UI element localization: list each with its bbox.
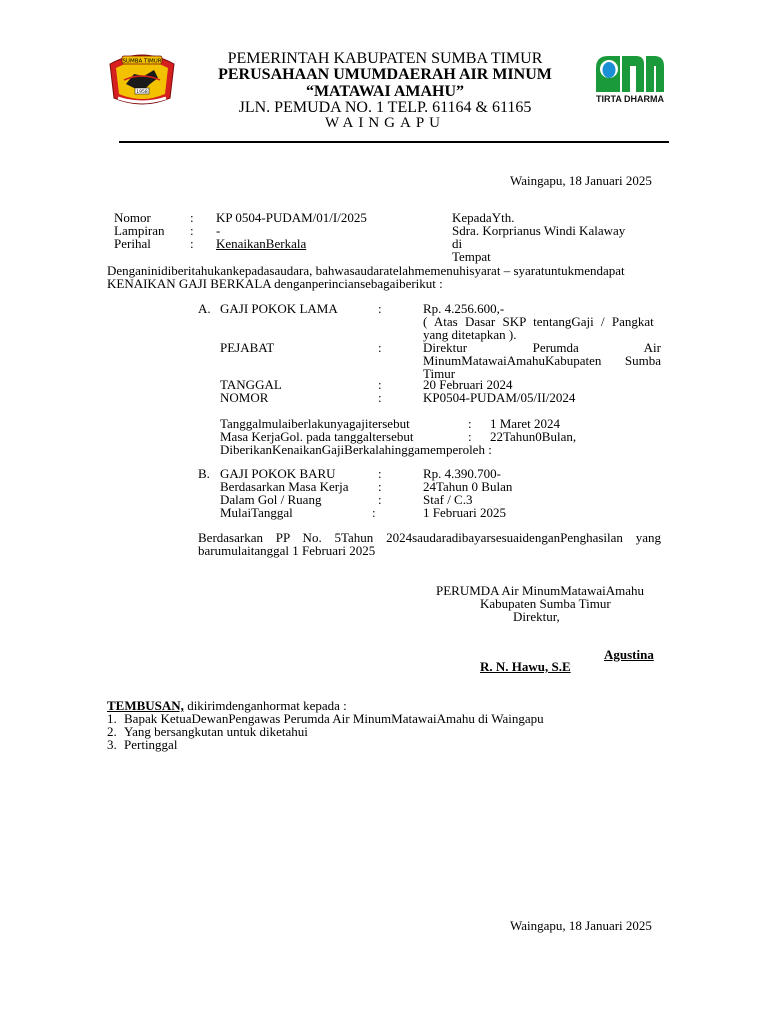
addressee-greeting: KepadaYth. [452, 210, 515, 225]
header-city: WAINGAPU [325, 115, 445, 131]
old-salary-value: Rp. 4.256.600,- [423, 301, 505, 316]
diberikan-text: DiberikanKenaikanGajiBerkalahinggamemperoleh : [220, 442, 492, 457]
colon: : [378, 340, 382, 355]
emblem-year-text: 1958 [136, 90, 148, 95]
tembusan-item-1: Bapak KetuaDewanPengawas Perumda Air MinumMatawaiAmahu di Waingapu [124, 711, 544, 726]
intro-line-2: KENAIKAN GAJI BERKALA denganperinciansebagaiberikut : [107, 276, 443, 291]
pejabat-value-3: Timur [423, 366, 456, 381]
header-government: PEMERINTAH KABUPATEN SUMBA TIMUR [227, 50, 543, 67]
colon: : [378, 492, 382, 507]
tembusan-item-number-2: 2. [107, 724, 117, 739]
nomor-sk-value: KP0504-PUDAM/05/II/2024 [423, 390, 576, 405]
addressee-place: Tempat [452, 249, 491, 264]
meta-nomor-value: KP 0504-PUDAM/01/I/2025 [216, 210, 367, 225]
signatory-name-2: R. N. Hawu, S.E [480, 659, 571, 674]
nomor-sk-label: NOMOR [220, 390, 269, 405]
meta-nomor-label: Nomor [114, 210, 151, 225]
mulai-tanggal-value: 1 Februari 2025 [423, 505, 507, 520]
pejabat-value-1: Direktur Perumda Air [423, 340, 661, 355]
header-divider [119, 141, 669, 143]
mulai-tanggal-label: MulaiTanggal [220, 505, 293, 520]
old-salary-label: GAJI POKOK LAMA [220, 301, 338, 316]
pejabat-label: PEJABAT [220, 340, 275, 355]
meta-perihal-value: KenaikanBerkala [216, 236, 307, 251]
signature-org: PERUMDA Air MinumMatawaiAmahu [436, 583, 644, 598]
intro-line-1: Denganinidiberitahukankepadasaudara, bahwasaudaratelahmemenuhisyarat – syaratuntukmendapat [107, 263, 625, 278]
date-top: Waingapu, 18 Januari 2025 [510, 173, 652, 188]
tanggal-value: 20 Februari 2024 [423, 377, 513, 392]
meta-colon: : [190, 236, 194, 251]
tembusan-item-number-1: 1. [107, 711, 117, 726]
tembusan-item-2: Yang bersangkutan untuk diketahui [124, 724, 308, 739]
meta-colon: : [190, 210, 194, 225]
emblem-banner-text: SUMBA TIMUR [122, 58, 162, 65]
signature-title: Direktur, [513, 609, 560, 624]
pejabat-value-2: MinumMatawaiAmahuKabupaten Sumba [423, 353, 661, 368]
meta-perihal-label: Perihal [114, 236, 151, 251]
meta-lampiran-value: - [216, 223, 221, 238]
tanggal-label: TANGGAL [220, 377, 282, 392]
signatory-name-1: Agustina [604, 647, 654, 662]
new-salary-value: Rp. 4.390.700- [423, 466, 501, 481]
addressee-di: di [452, 236, 463, 251]
masa-kerja-value: 22Tahun0Bulan, [490, 429, 577, 444]
masa-kerja-label: Masa KerjaGol. pada tanggaltersebut [220, 429, 414, 444]
colon: : [378, 390, 382, 405]
colon: : [372, 505, 376, 520]
basis-line-1: Berdasarkan PP No. 5Tahun 2024saudaradibayarsesuaidenganPenghasilan yang [198, 530, 661, 545]
section-a-marker: A. [198, 301, 211, 316]
header-company-name: “MATAWAI AMAHU” [305, 83, 465, 100]
meta-lampiran-label: Lampiran [114, 223, 165, 238]
colon: : [378, 377, 382, 392]
basis-line-2: barumulaitanggal 1 Februari 2025 [198, 543, 376, 558]
colon: : [468, 416, 472, 431]
new-masa-label: Berdasarkan Masa Kerja [220, 479, 349, 494]
new-masa-value: 24Tahun 0 Bulan [423, 479, 513, 494]
old-salary-note-1-text: ( Atas Dasar SKP tentangGaji / Pangkat [423, 314, 654, 329]
tembusan-intro: dikirimdenganhormat kepada : [183, 698, 347, 713]
meta-colon: : [190, 223, 194, 238]
berlaku-value: 1 Maret 2024 [490, 416, 561, 431]
tembusan-title: TEMBUSAN, [107, 698, 184, 713]
header-company: PERUSAHAAN UMUMDAERAH AIR MINUM [218, 66, 552, 83]
signature-region: Kabupaten Sumba Timur [480, 596, 611, 611]
colon: : [378, 301, 382, 316]
berlaku-label: Tanggalmulaiberlakunyagajitersebut [220, 416, 410, 431]
tembusan-item-3: Pertinggal [124, 737, 178, 752]
header-address: JLN. PEMUDA NO. 1 TELP. 61164 & 61165 [238, 99, 532, 116]
addressee-name: Sdra. Korprianus Windi Kalaway [452, 223, 626, 238]
new-salary-label: GAJI POKOK BARU [220, 466, 336, 481]
tembusan-item-number-3: 3. [107, 737, 117, 752]
old-salary-note-2: yang ditetapkan ). [423, 327, 517, 342]
section-b-marker: B. [198, 466, 210, 481]
gol-ruang-label: Dalam Gol / Ruang [220, 492, 322, 507]
date-bottom: Waingapu, 18 Januari 2025 [510, 918, 652, 933]
colon: : [378, 479, 382, 494]
logo-caption: TIRTA DHARMA [596, 94, 664, 104]
colon: : [378, 466, 382, 481]
colon: : [468, 429, 472, 444]
gol-ruang-value: Staf / C.3 [423, 492, 473, 507]
